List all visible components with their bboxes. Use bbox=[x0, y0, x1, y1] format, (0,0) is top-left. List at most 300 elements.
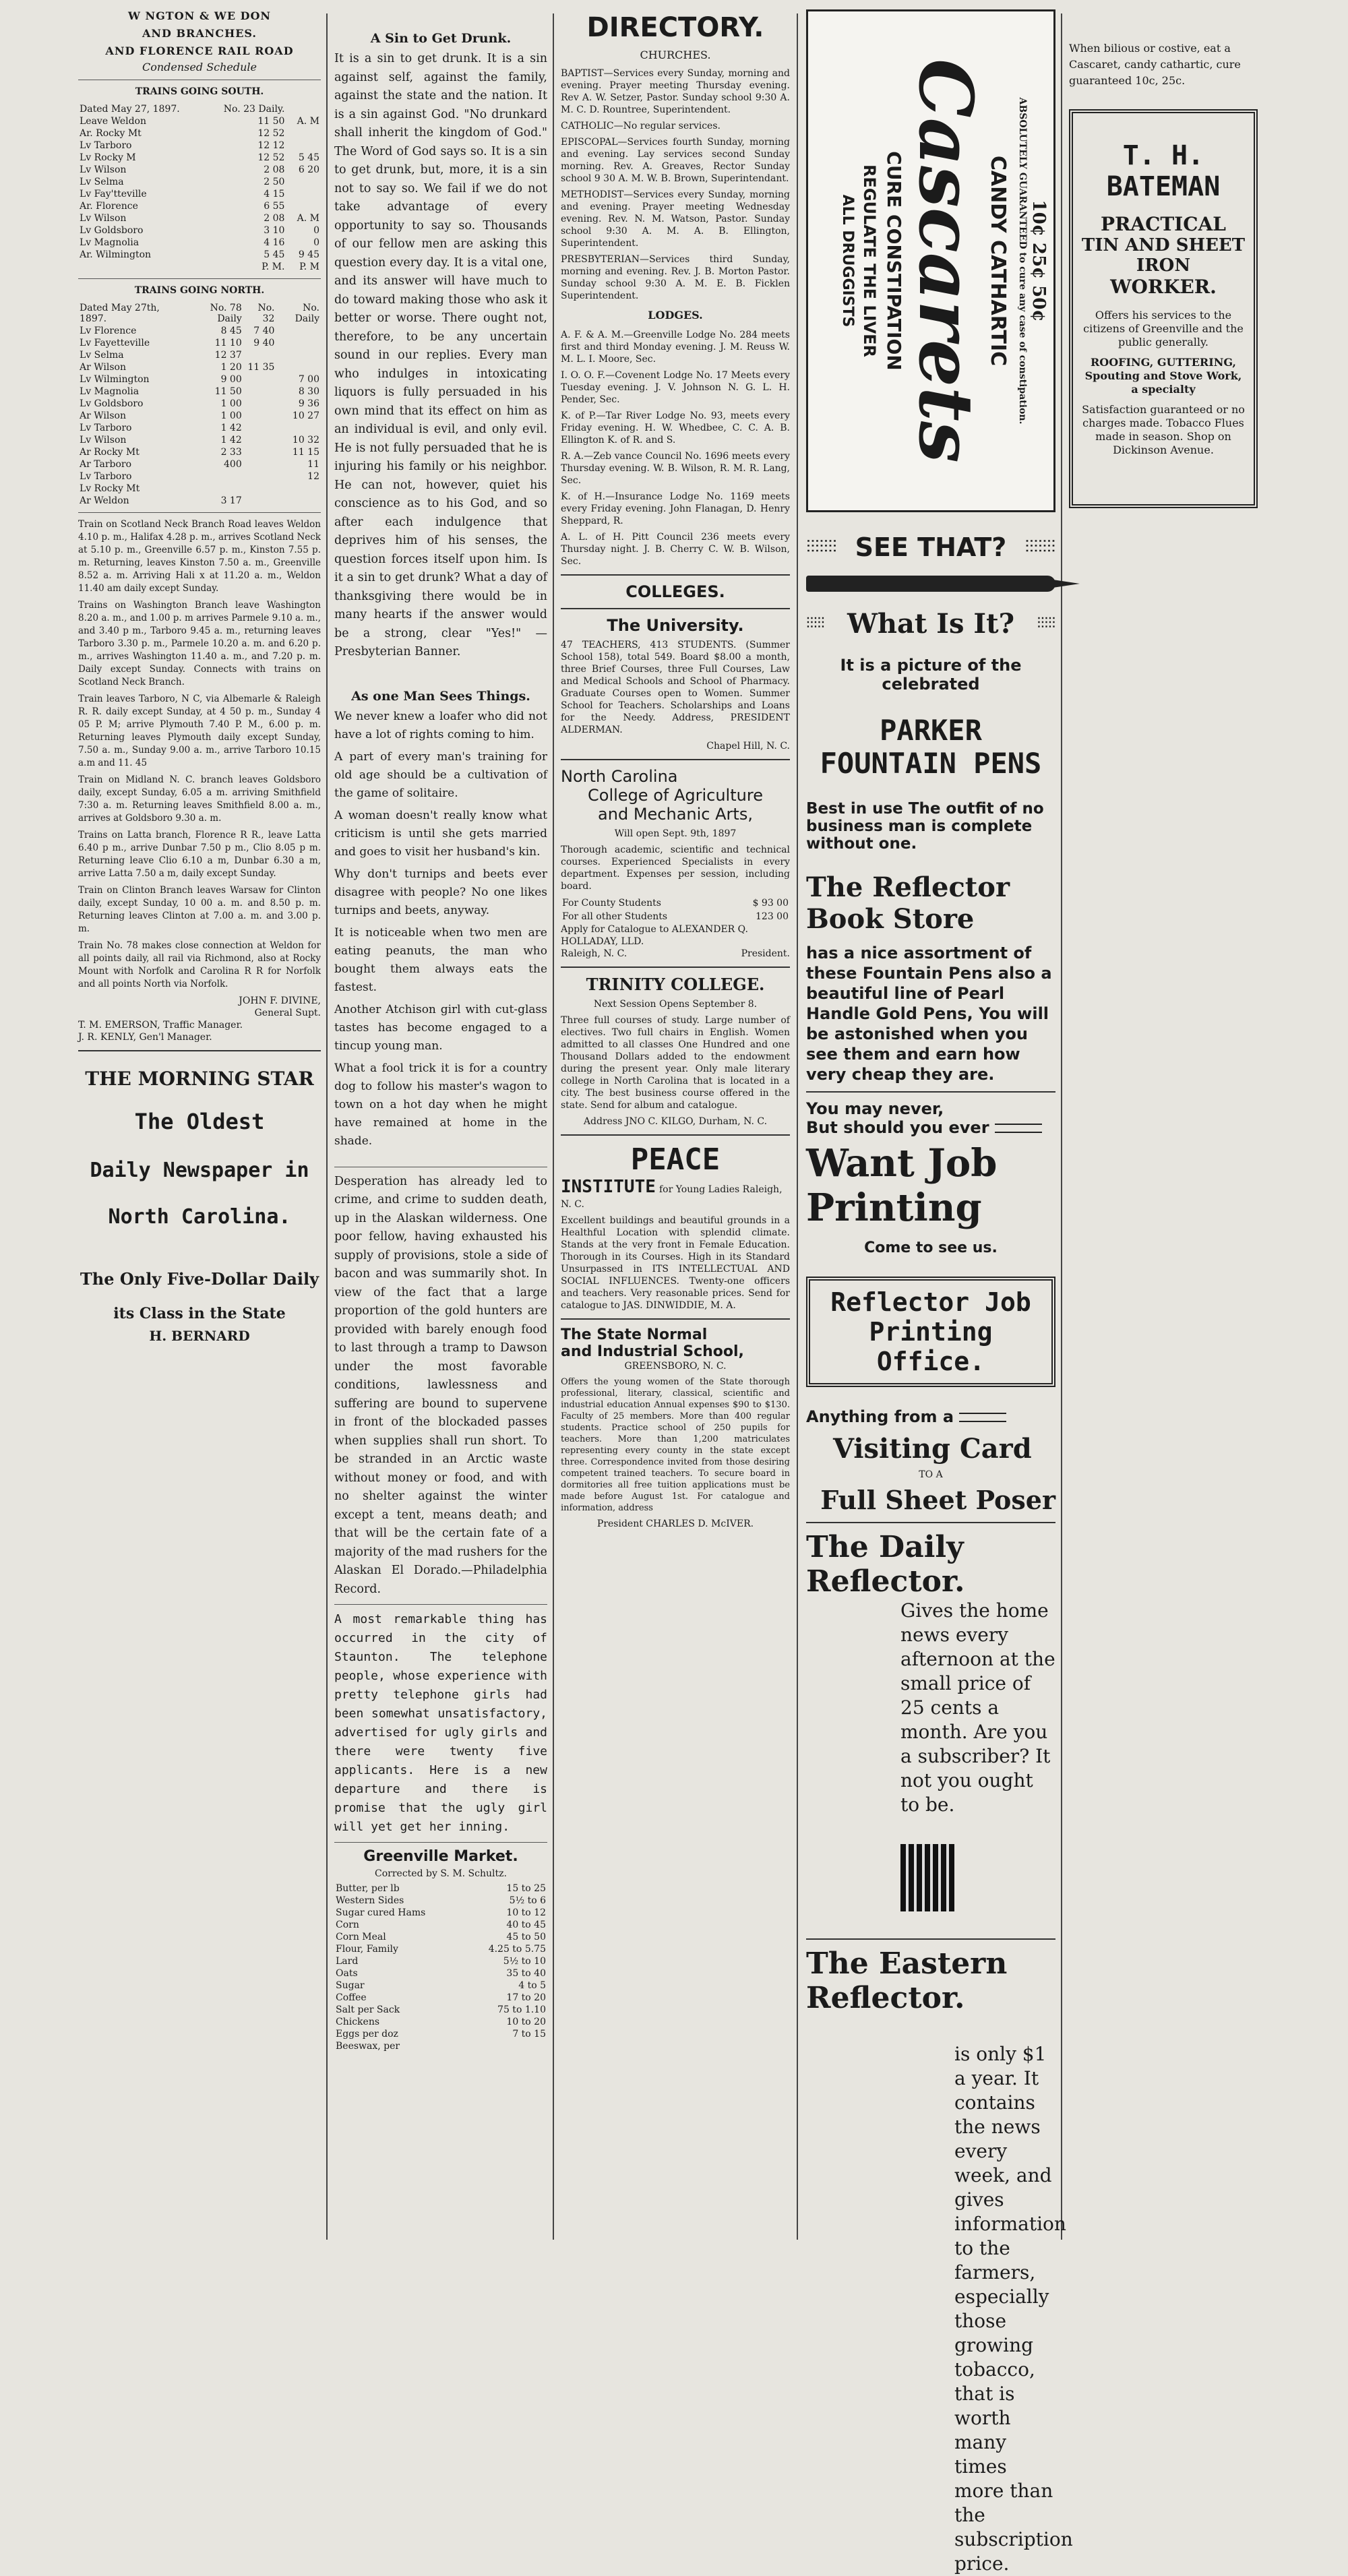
table-cell bbox=[289, 200, 321, 212]
table-cell: 10 32 bbox=[292, 435, 319, 446]
table-row bbox=[78, 422, 321, 434]
table-cell: 12 52 bbox=[257, 128, 285, 139]
never-2: But should you ever bbox=[806, 1118, 1055, 1137]
table-cell: Butter, per lb bbox=[336, 1883, 400, 1894]
table-cell bbox=[276, 349, 321, 361]
normal-place: GREENSBORO, N. C. bbox=[624, 1361, 727, 1372]
table-cell: Lv Goldsboro bbox=[80, 398, 144, 409]
table-cell: Ar Wilson bbox=[80, 362, 126, 373]
bateman-roofing: ROOFING, GUTTERING, Spouting and Stove Work, a specialty bbox=[1084, 356, 1242, 396]
table-cell: Eggs per doz bbox=[336, 2029, 398, 2040]
table-cell bbox=[289, 188, 321, 200]
table-row bbox=[334, 2004, 547, 2016]
table-row bbox=[334, 1931, 547, 1943]
table-cell: Corn bbox=[336, 1920, 359, 1930]
paragraph: I. O. O. F.—Covenent Lodge No. 17 Meets every Tuesday evening. J. V. Johnson N. G. L. H. Pender, Sec. bbox=[561, 370, 790, 405]
table-cell: Ar Wilson bbox=[80, 410, 126, 421]
table-cell: 3 10 bbox=[264, 225, 285, 236]
table-cell: 7 40 bbox=[253, 326, 275, 336]
agri-title-3: and Mechanic Arts, bbox=[598, 805, 753, 824]
star-head: THE MORNING STAR bbox=[85, 1068, 314, 1090]
want-job: Want Job Printing bbox=[806, 1141, 998, 1230]
table-cell: P. M bbox=[299, 262, 319, 272]
cascarets-ad bbox=[806, 9, 1055, 512]
table-cell: Ar. Rocky Mt bbox=[80, 128, 142, 139]
paragraph: Train on Scotland Neck Branch Road leaves Weldon 4.10 p. m., Halifax 4.28 p. m., arrives Scotland Neck at 5.10 p. m., Greenville 6.57 p. m., Kinston 7.55 p. m. Returning, leaves Kinston 7.50 a. m., Greenville 8.52 a. m. Arriving Hali x at 11.20 a. m., Weldon 11.40 am daily except Sunday. bbox=[78, 519, 321, 594]
trinity-addr: Address JNO C. KILGO, Durham, N. C. bbox=[583, 1116, 768, 1127]
peace-title: PEACE bbox=[630, 1142, 721, 1177]
branch-notices bbox=[78, 518, 321, 991]
table-cell: 5½ to 6 bbox=[509, 1895, 546, 1906]
peace-text: Excellent buildings and beautiful grounds in a Healthful Location with splendid climate. Stands at the very front in Female Education. Thorough in its Courses. High in its Standard Unsurpassed in ITS INTELLECTUAL AND SOCIAL INFLUENCES. Twenty-one officers and teachers. Very reasonable prices. Send for catalogue to JAS. DINWIDDIE, M. A. bbox=[561, 1215, 790, 1311]
table-cell: 1 42 bbox=[220, 423, 242, 433]
paragraph: Trains on Latta branch, Florence R R., leave Latta 6.40 p m., arrive Dunbar 7.50 p m., Clio 8.05 p m. Returning leave Clio 6.10 a m, Dunbar 6.30 a m, arrive Latta 7.50 a m, daily except Sunday. bbox=[78, 830, 321, 879]
to-a: TO A bbox=[919, 1469, 943, 1480]
table-cell: Beeswax, per bbox=[336, 2041, 400, 2052]
table-cell: No. Daily bbox=[295, 303, 319, 324]
table-cell: 7 00 bbox=[298, 374, 319, 385]
assortment: has a nice assortment of these Fountain Pens also a beautiful line of Pearl Handle Gold Pens, You will be astonished when you see them and earn how very cheap they are. bbox=[806, 944, 1052, 1084]
klondike-text: Desperation has already led to crime, and crime to sudden death, up in the Alaskan wilderness. One poor fellow, having exhausted his supply of provisions, stole a side of bacon and was summarily shot. In view of the fact that a large proportion of the gold hunters are provided with barely enough food to last through a tramp to Dawson under the most favorable conditions, lawlessness and suffering are bound to supervene in front of the blockaded passes when supplies shall run short. To be stranded in an Arctic waste without money or food, and with no shelter against the winter except a tent, means death; and that will be the certain fate of a majority of the mad rushers for the Alaskan El Dorado.—Philadelphia Record. bbox=[334, 1174, 547, 1596]
table-cell: Lv Tarboro bbox=[80, 140, 132, 151]
table-cell: 5 45 bbox=[264, 249, 285, 260]
table-cell: Dated May 27, 1897. bbox=[80, 104, 180, 115]
table-cell bbox=[243, 495, 276, 507]
table-row bbox=[78, 188, 321, 200]
table-row bbox=[78, 200, 321, 212]
table-cell: 45 to 50 bbox=[506, 1932, 546, 1942]
table-row bbox=[78, 261, 321, 273]
fee-value: $ 93 00 bbox=[752, 898, 789, 909]
table-cell: 12 12 bbox=[257, 140, 285, 151]
never-1: You may never, bbox=[806, 1099, 944, 1118]
cas-candy: CANDY CATHARTIC bbox=[986, 155, 1010, 367]
table-cell: 5½ to 10 bbox=[503, 1956, 546, 1967]
table-cell bbox=[243, 458, 276, 470]
man-paragraphs bbox=[334, 708, 547, 1151]
table-cell bbox=[289, 176, 321, 188]
rail-title: W NGTON & WE DON bbox=[127, 9, 272, 22]
table-cell: Ar Weldon bbox=[80, 495, 129, 506]
paragraph: Train No. 78 makes close connection at Weldon for all points daily, all rail via Richmond, also at Rocky Mount with Norfolk and Carolina R R for Norfolk and all points North via Norfolk. bbox=[78, 940, 321, 989]
paragraph: EPISCOPAL—Services fourth Sunday, morning and evening. Lay services second Sunday morning. Rev. A. Greaves, Rector Sunday school 9 30 A. M. W. B. Brown, Superintendant. bbox=[561, 137, 790, 184]
table-cell bbox=[243, 349, 276, 361]
table-cell: 7 to 15 bbox=[512, 2029, 546, 2040]
table-cell: Lv Wilson bbox=[80, 164, 127, 175]
rail-schedule-label: Condensed Schedule bbox=[142, 61, 257, 73]
railroad-column bbox=[71, 9, 328, 1344]
table-cell: 11 50 bbox=[214, 386, 242, 397]
south-table bbox=[78, 103, 321, 273]
table-cell: 8 45 bbox=[220, 326, 242, 336]
table-cell bbox=[276, 495, 321, 507]
ads-column: 10¢ 25¢ 50¢ ABSOLUTELY GUARANTEED to cure any case of constipation. CANDY CATHARTIC Cascarets CURE CONSTIPATION REGULATE THE LIVER ALL DRUGGISTS ⫶⫶⫶⫶⫶⫶⫶ SEE THAT? ⫶⫶⫶⫶⫶⫶⫶ ⫶⫶⫶⫶⫶ What Is It? ⫶⫶⫶⫶⫶ It is a picture of the celebrated PARKER FOUNTAIN PENS Best in use The outfit of no business man is complete without one. The Reflector Book Store has a nice assortment of these Fountain Pens also a beautiful line of Pearl Handle Gold Pens, You will be astonished when you see them and earn how very cheap they are. You may never, But should you ever Want Job Printing Come to see us. Reflector Job Printing Office. Anything from a Visiting Card TO A Full Sheet Poser The Daily Reflector. Gives the home news every afternoon at the small price of 25 cents a month. Are you a subscriber? It not you ought to be. The Eastern Reflector. is only $1 a year. It contains the news every week, and gives information to the farmers, especially those growing tobacco, that is worth many times more than the subscription price. bbox=[799, 9, 1062, 2576]
table-cell: Lv Tarboro bbox=[80, 423, 132, 433]
table-cell: 11 35 bbox=[247, 362, 275, 373]
table-cell bbox=[243, 422, 276, 434]
table-cell bbox=[289, 103, 321, 115]
eastern-title: The Eastern Reflector. bbox=[806, 1946, 1008, 2015]
table-cell bbox=[463, 2040, 547, 2052]
cas-guarantee: ABSOLUTELY GUARANTEED to cure any case of constipation. bbox=[1017, 97, 1028, 425]
cas-price: 10¢ 25¢ 50¢ bbox=[1029, 200, 1049, 322]
table-cell: Lv Wilmington bbox=[80, 374, 150, 385]
table-cell: 11 10 bbox=[214, 338, 242, 348]
column-rule bbox=[797, 13, 798, 2240]
cas-liver: REGULATE THE LIVER bbox=[860, 164, 879, 358]
bateman-column bbox=[1062, 9, 1264, 508]
table-row bbox=[78, 470, 321, 483]
parker-title: PARKER FOUNTAIN PENS bbox=[820, 714, 1042, 780]
table-cell: Coffee bbox=[336, 1992, 367, 2003]
table-cell: Ar. Wilmington bbox=[80, 249, 152, 260]
table-row bbox=[78, 361, 321, 373]
table-row bbox=[78, 249, 321, 261]
table-cell: Lv Goldsboro bbox=[80, 225, 144, 236]
bookstore-title: The Reflector Book Store bbox=[806, 871, 1010, 935]
cas-name: Cascarets bbox=[902, 59, 989, 463]
table-cell: 11 bbox=[307, 459, 319, 470]
sin-text: It is a sin to get drunk. It is a sin against self, against the family, against the state and the nation. It is a sin against God. "No drunkard shall inherit the kingdom of God." The Word of God says so. It is a sin to get drunk, but, more, it is a sin not to say so. We fail if we do not take advantage of every opportunity to say so. Thousands of our fellow men are asking this question every day. It is a vital one, and its answer will have much to do toward making those who ask it better or worse. There ought not, therefore, to be any uncertain sound in our replies. Every man who indulges in intoxicating liquors is fully persuaded in his own mind that its effect on him as an individual is evil, and only evil. He is not fully persuaded that he is injuring his family or his neighbor. He can not, however, quiet his conscience as to his God, and so after each indulgence that deprives him of his senses, the question forces itself upon him. Is it a sin to get drunk? What a day of thanksgiving there would be in many hearts if the answer would be a strong, clear "Yes!" —Presbyterian Banner. bbox=[334, 52, 547, 658]
table-cell: 12 52 bbox=[257, 152, 285, 163]
cas-cure: CURE CONSTIPATION bbox=[883, 151, 905, 371]
picture-line: It is a picture of the celebrated bbox=[840, 656, 1022, 694]
paragraph: K. of P.—Tar River Lodge No. 93, meets every Friday evening. H. W. Whedbee, C. C. A. B. Ellington K. of R. and S. bbox=[561, 410, 790, 446]
table-cell: Salt per Sack bbox=[336, 2004, 400, 2015]
table-row bbox=[78, 349, 321, 361]
star-line: The Only Five-Dollar Daily bbox=[80, 1269, 319, 1289]
market-title: Greenville Market. bbox=[363, 1848, 518, 1865]
table-cell: P. M. bbox=[262, 262, 285, 272]
market-table bbox=[334, 1882, 547, 2052]
paragraph: K. of H.—Insurance Lodge No. 1169 meets every Friday evening. John Flanagan, D. Henry Sheppard, R. bbox=[561, 491, 790, 526]
what-is-it: What Is It? bbox=[847, 608, 1015, 640]
agri-open: Will open Sept. 9th, 1897 bbox=[614, 828, 737, 839]
man-title: As one Man Sees Things. bbox=[351, 688, 530, 704]
star-line: its Class in the State bbox=[113, 1305, 286, 1322]
table-cell: 3 17 bbox=[220, 495, 242, 506]
table-row bbox=[334, 1895, 547, 1907]
paragraph: A woman doesn't really know what criticism is until she gets married and goes to visit her husband's kin. bbox=[334, 808, 547, 859]
paragraph: METHODIST—Services every Sunday, morning and evening. Prayer meeting Wednesday evening. Rev. N. M. Watson, Pastor. Sunday school 9:30 A. M. A. B. Ellington, Superintendent. bbox=[561, 189, 790, 249]
table-cell: 0 bbox=[313, 225, 319, 236]
table-cell: 1 00 bbox=[220, 398, 242, 409]
table-cell bbox=[185, 483, 243, 495]
star-line: The Oldest bbox=[134, 1109, 265, 1134]
paragraph: PRESBYTERIAN—Services third Sunday, morning and evening. Rev. J. B. Morton Pastor. Sunday school 9:30 A. M. E. B. Ficklen Superintendent. bbox=[561, 254, 790, 301]
table-cell: 1 20 bbox=[220, 362, 242, 373]
church-list bbox=[561, 67, 790, 302]
table-cell: Lv Wilson bbox=[80, 213, 127, 224]
table-cell: 17 to 20 bbox=[506, 1992, 546, 2003]
table-cell: Oats bbox=[336, 1968, 358, 1979]
visiting-card: Visiting Card bbox=[833, 1433, 1032, 1465]
table-cell: 12 37 bbox=[214, 350, 242, 361]
univ-title: The University. bbox=[607, 616, 744, 635]
table-row bbox=[78, 446, 321, 458]
table-row bbox=[78, 176, 321, 188]
table-row bbox=[334, 1907, 547, 1919]
daily-title: The Daily Reflector. bbox=[806, 1530, 965, 1599]
table-cell: 4 to 5 bbox=[518, 1980, 546, 1991]
table-cell: 5 45 bbox=[298, 152, 319, 163]
table-cell bbox=[276, 422, 321, 434]
table-cell bbox=[276, 325, 321, 337]
paragraph: Train on Clinton Branch leaves Warsaw for Clinton daily, except Sunday, 10 00 a. m. and 8.50 p. m. Returning leaves Clinton at 7.00 a. m. and 3.00 p. m. bbox=[78, 885, 321, 934]
table-row bbox=[334, 1967, 547, 1980]
emerson: T. M. EMERSON, Traffic Manager. bbox=[78, 1020, 243, 1031]
table-cell: Lard bbox=[336, 1956, 359, 1967]
table-row bbox=[334, 1980, 547, 1992]
univ-text: 47 TEACHERS, 413 STUDENTS. (Summer School 158), total 549. Board $8.00 a month, three Brief Courses, three Full Courses, Law and Medical Schools and School of Pharmacy. Graduate Courses open to Women. Summer School for Teachers. Scholarships and Loans for the Needy. Address, PRESIDENT ALDERMAN. bbox=[561, 640, 790, 735]
paragraph: Train on Midland N. C. branch leaves Goldsboro daily, except Sunday, 6.05 a m. arriving Smithfield 7:30 a. m. Returning leaves Smithfield 8.00 a. m., arrives at Goldsboro 9.30 a. m. bbox=[78, 774, 321, 824]
paragraph: R. A.—Zeb vance Council No. 1696 meets every Thursday evening. W. B. Wilson, R. M. R. Lang, Sec. bbox=[561, 451, 790, 486]
table-cell: 9 36 bbox=[298, 398, 319, 409]
south-head: TRAINS GOING SOUTH. bbox=[135, 86, 264, 97]
lodges-head: LODGES. bbox=[648, 309, 703, 321]
table-row bbox=[78, 103, 321, 115]
table-cell: 2 33 bbox=[220, 447, 242, 458]
table-cell: 8 30 bbox=[298, 386, 319, 397]
table-cell: Lv Magnolia bbox=[80, 237, 140, 248]
normal-pres: President CHARLES D. McIVER. bbox=[596, 1519, 754, 1529]
table-cell: 0 bbox=[313, 237, 319, 248]
table-cell: 75 to 1.10 bbox=[497, 2004, 546, 2015]
anything: Anything from a bbox=[806, 1407, 1055, 1426]
rail-subtitle: AND BRANCHES. bbox=[142, 27, 257, 40]
table-cell: 2 50 bbox=[264, 177, 285, 187]
table-cell bbox=[289, 140, 321, 152]
table-cell: Lv Tarboro bbox=[80, 471, 132, 482]
table-row bbox=[334, 1943, 547, 1955]
bateman-tin: TIN AND SHEET IRON bbox=[1081, 235, 1246, 276]
divine-title: General Supt. bbox=[254, 1008, 321, 1018]
directory-title: DIRECTORY. bbox=[586, 12, 764, 43]
agri-title: North Carolina bbox=[561, 767, 678, 786]
table-cell: Lv Selma bbox=[80, 177, 124, 187]
table-cell: 10 to 20 bbox=[506, 2017, 546, 2027]
table-cell: Corn Meal bbox=[336, 1932, 386, 1942]
table-row bbox=[78, 434, 321, 446]
table-cell bbox=[243, 410, 276, 422]
table-cell: 6 55 bbox=[264, 201, 285, 212]
table-cell: Flour, Family bbox=[336, 1944, 398, 1955]
star-line: H. BERNARD bbox=[149, 1328, 250, 1344]
table-row bbox=[78, 115, 321, 127]
table-cell: 1 42 bbox=[220, 435, 242, 446]
trinity-title: TRINITY COLLEGE. bbox=[586, 975, 765, 994]
churches-head: CHURCHES. bbox=[640, 49, 711, 61]
editorial-column bbox=[328, 9, 554, 2052]
directory-column bbox=[554, 9, 797, 1530]
table-row bbox=[78, 410, 321, 422]
table-cell: Leave Weldon bbox=[80, 116, 146, 127]
table-cell: A. M bbox=[297, 116, 319, 127]
agri-pres: President. bbox=[741, 948, 790, 959]
table-cell: 9 00 bbox=[220, 374, 242, 385]
table-cell bbox=[276, 361, 321, 373]
table-row bbox=[334, 1955, 547, 1967]
table-cell: Lv Wilson bbox=[80, 435, 127, 446]
fee-value: 123 00 bbox=[756, 911, 789, 922]
cas-all: ALL DRUGGISTS bbox=[839, 194, 856, 328]
table-cell: 4 15 bbox=[264, 189, 285, 200]
table-cell: Western Sides bbox=[336, 1895, 404, 1906]
table-cell: No. 32 bbox=[257, 303, 275, 324]
table-row bbox=[78, 224, 321, 237]
eastern-text: is only $1 a year. It contains the news every week, and gives information to the farmers, especially those growing tobacco, that is worth many times more than the subscription price. bbox=[954, 2043, 1073, 2575]
table-cell: 2 08 bbox=[264, 164, 285, 175]
table-cell: A. M bbox=[297, 213, 319, 224]
table-cell: 9 40 bbox=[253, 338, 275, 348]
fountain-pen-image bbox=[806, 576, 1055, 592]
table-row bbox=[78, 152, 321, 164]
table-cell: Lv Selma bbox=[80, 350, 124, 361]
table-row bbox=[78, 373, 321, 386]
sin-title: A Sin to Get Drunk. bbox=[370, 31, 512, 46]
table-cell: Chickens bbox=[336, 2017, 380, 2027]
table-row bbox=[78, 127, 321, 140]
bateman-worker: WORKER. bbox=[1110, 276, 1217, 298]
table-row bbox=[334, 2040, 547, 2052]
table-cell: 9 45 bbox=[298, 249, 319, 260]
come-see: Come to see us. bbox=[864, 1239, 998, 1256]
normal-title: The State Normal bbox=[561, 1326, 708, 1343]
bateman-practical: PRACTICAL bbox=[1101, 213, 1226, 235]
table-cell: Lv Magnolia bbox=[80, 386, 140, 397]
table-row bbox=[78, 302, 321, 325]
job-office-box bbox=[806, 1277, 1055, 1387]
bateman-name: T. H. BATEMAN bbox=[1106, 140, 1221, 202]
lodge-list bbox=[561, 329, 790, 568]
ornament-block bbox=[900, 1844, 954, 1911]
trinity-text: Three full courses of study. Large number of electives. Two full chairs in English. Women admitted to all classes One Hundred and one Thousand Dollars added to the endowment during the present year. Only male literary college in North Carolina that is located in a city. The best business course offered in the state. Send for album and catalogue. bbox=[561, 1015, 790, 1111]
bateman-satis: Satisfaction guaranteed or no charges made. Tobacco Flues made in season. Shop on Dickinson Avenue. bbox=[1082, 403, 1245, 456]
table-cell bbox=[243, 446, 276, 458]
peace-inst: INSTITUTE bbox=[561, 1177, 656, 1197]
table-cell: Lv Rocky Mt bbox=[80, 483, 140, 494]
kenly: J. R. KENLY, Gen'l Manager. bbox=[78, 1032, 212, 1043]
agri-title-2: College of Agriculture bbox=[588, 786, 763, 805]
table-cell: 1 00 bbox=[220, 410, 242, 421]
table-row bbox=[334, 1882, 547, 1895]
agri-place: Raleigh, N. C. bbox=[561, 948, 627, 959]
rail-subtitle-2: AND FLORENCE RAIL ROAD bbox=[105, 44, 294, 57]
divine-name: JOHN F. DIVINE, bbox=[239, 995, 321, 1006]
colleges-head: COLLEGES. bbox=[625, 582, 725, 601]
paragraph: What a fool trick it is for a country dog to follow his master's wagon to town on a hot day when he might have remained at home in the shade. bbox=[334, 1061, 547, 1148]
paragraph: CATHOLIC—No regular services. bbox=[561, 121, 721, 131]
table-cell bbox=[276, 337, 321, 349]
star-line: North Carolina. bbox=[108, 1205, 291, 1229]
table-row bbox=[78, 337, 321, 349]
table-cell bbox=[243, 470, 276, 483]
table-cell: 35 to 40 bbox=[506, 1968, 546, 1979]
table-row bbox=[78, 495, 321, 507]
table-cell bbox=[276, 483, 321, 495]
table-cell: Dated May 27th, 1897. bbox=[80, 303, 160, 324]
table-cell bbox=[289, 127, 321, 140]
table-cell: Ar Rocky Mt bbox=[80, 447, 140, 458]
paragraph: Trains on Washington Branch leave Washington 8.20 a. m., and 1.00 p. m arrives Parmele 9.10 a. m., and 3.40 p m., Tarboro 9.45 a. m., returning leaves Tarboro 3.30 p. m., Parmele 10.20 a. m. and 6.20 p. m., arrives Washington 11.40 a. m., and 7.20 p. m. Daily except Sunday. Connects with trains on Scotland Neck Branch. bbox=[78, 600, 321, 687]
table-cell: 10 to 12 bbox=[506, 1907, 546, 1918]
table-cell: Lv Fayetteville bbox=[80, 338, 150, 348]
table-row bbox=[78, 325, 321, 337]
table-cell: Ar. Florence bbox=[80, 201, 138, 212]
table-row bbox=[78, 398, 321, 410]
paragraph: Another Atchison girl with cut-glass tastes has become engaged to a tincup young man. bbox=[334, 1002, 547, 1053]
bateman-ad bbox=[1069, 109, 1258, 508]
paragraph: We never knew a loafer who did not have a lot of rights coming to him. bbox=[334, 709, 547, 741]
table-cell: Sugar cured Hams bbox=[336, 1907, 426, 1918]
table-cell: No. 23 Daily. bbox=[223, 104, 285, 115]
table-cell: 11 50 bbox=[257, 116, 285, 127]
daily-text: Gives the home news every afternoon at the small price of 25 cents a month. Are you a subscriber? It not you ought to be. bbox=[900, 1599, 1055, 1816]
paragraph: Why don't turnips and beets ever disagree with people? No one likes turnips and beets, anyway. bbox=[334, 867, 547, 917]
table-cell: 40 to 45 bbox=[506, 1920, 546, 1930]
table-cell: 11 15 bbox=[292, 447, 319, 458]
table-cell: 400 bbox=[224, 459, 242, 470]
north-table bbox=[78, 302, 321, 507]
table-row bbox=[334, 1992, 547, 2004]
normal-title-2: and Industrial School, bbox=[561, 1343, 744, 1360]
table-cell bbox=[78, 261, 206, 273]
table-cell: Lv Fay'tteville bbox=[80, 189, 147, 200]
bateman-offer: Offers his services to the citizens of Greenville and the public generally. bbox=[1083, 309, 1244, 348]
best-in-use: Best in use The outfit of no business man is complete without one. bbox=[806, 800, 1044, 853]
table-cell: 10 27 bbox=[292, 410, 319, 421]
paragraph: A. L. of H. Pitt Council 236 meets every Thursday night. J. B. Cherry C. W. B. Wilson, Sec. bbox=[561, 532, 790, 567]
market-by: Corrected by S. M. Schultz. bbox=[375, 1868, 507, 1879]
table-row bbox=[334, 2028, 547, 2040]
full-sheet: Full Sheet Poser bbox=[820, 1485, 1055, 1515]
table-cell bbox=[243, 386, 276, 398]
table-cell: Sugar bbox=[336, 1980, 365, 1991]
table-row bbox=[78, 386, 321, 398]
table-row bbox=[78, 458, 321, 470]
table-cell: 4.25 to 5.75 bbox=[488, 1944, 546, 1955]
table-cell: No. 78 Daily bbox=[210, 303, 242, 324]
table-row bbox=[334, 1919, 547, 1931]
staunton-text: A most remarkable thing has occurred in the city of Staunton. The telephone people, whose experience with pretty telephone girls had been somewhat unsatisfactory, advertised for ugly girls and there were twenty five applicants. Here is a new departure and there is promise that the ugly girl will yet get her inning. bbox=[334, 1612, 547, 1834]
agri-apply: Apply for Catalogue to ALEXANDER Q. HOLLADAY, LLD. bbox=[561, 924, 748, 947]
table-cell: Ar Tarboro bbox=[80, 459, 132, 470]
star-line: Daily Newspaper in bbox=[90, 1159, 309, 1182]
table-row bbox=[78, 140, 321, 152]
normal-text: Offers the young women of the State thorough professional, literary, classical, scientific and industrial education Annual expenses $90 to $130. Faculty of 25 members. More than 400 regular students. Practice school of 250 pupils for teachers. More than 1,200 matriculates representing every county in the state except three. Correspondence invited from those desiring competent trained teachers. To secure board in dormitories all free tuition applications must be made before August 1st. For catalogue and information, address bbox=[561, 1377, 790, 1513]
table-cell bbox=[185, 470, 243, 483]
paragraph: A. F. & A. M.—Greenville Lodge No. 284 meets first and third Monday evening. J. M. Reuss W. M. L. I. Moore, Sec. bbox=[561, 330, 790, 365]
agri-fees bbox=[561, 896, 790, 923]
agri-text: Thorough academic, scientific and technical courses. Experienced Specialists in every department. Expenses per session, including board. bbox=[561, 845, 790, 892]
trinity-open: Next Session Opens September 8. bbox=[593, 999, 758, 1010]
peace-for: for Young Ladies Raleigh, N. C. bbox=[561, 1184, 783, 1210]
paragraph: It is noticeable when two men are eating peanuts, the man who bought them always eats the fastest. bbox=[334, 925, 547, 994]
table-cell: 12 bbox=[307, 471, 319, 482]
table-row bbox=[78, 483, 321, 495]
table-row bbox=[78, 164, 321, 176]
fee-label: For all other Students bbox=[562, 911, 668, 922]
table-cell bbox=[243, 398, 276, 410]
paragraph: BAPTIST—Services every Sunday, morning and evening. Prayer meeting Thursday evening. Rev A. W. Setzer, Pastor. Sunday school 9:30 A. M. C. D. Rountree, Superintendent. bbox=[561, 68, 790, 115]
bilious-ad: When bilious or costive, eat a Cascaret, candy cathartic, cure guaranteed 10c, 25c. bbox=[1069, 42, 1241, 87]
paragraph: A part of every man's training for old age should be a cultivation of the game of solitaire. bbox=[334, 749, 547, 800]
table-cell: Lv Rocky M bbox=[80, 152, 136, 163]
table-cell: Lv Florence bbox=[80, 326, 137, 336]
univ-place: Chapel Hill, N. C. bbox=[706, 741, 790, 752]
table-cell bbox=[243, 434, 276, 446]
table-row bbox=[78, 212, 321, 224]
